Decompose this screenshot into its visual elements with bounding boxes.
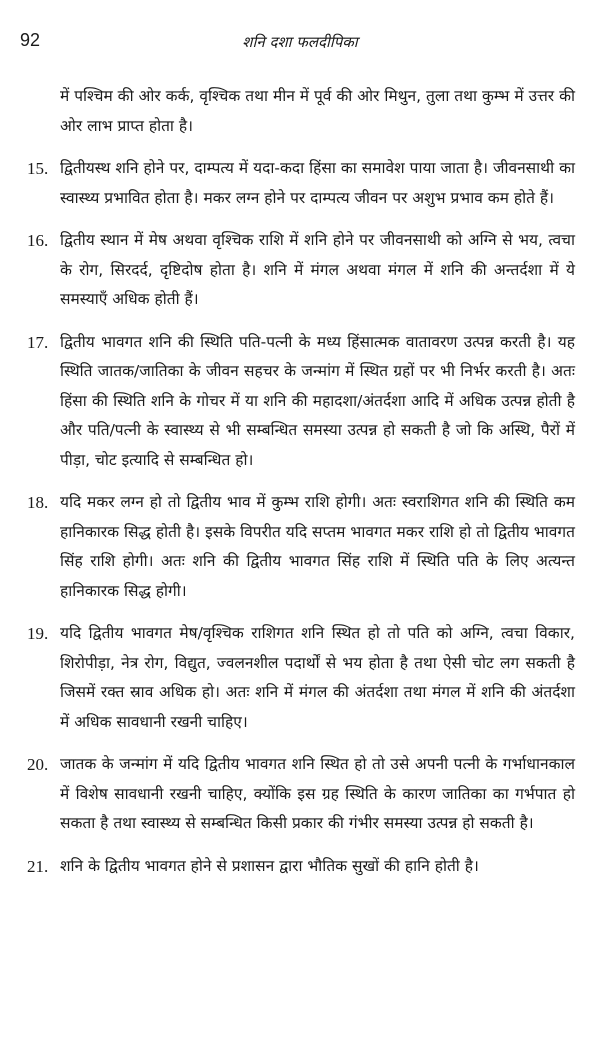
item-number: 21. xyxy=(27,856,49,876)
item-number: 18. xyxy=(27,493,49,512)
paragraph-text: में पश्चिम की ओर कर्क, वृश्चिक तथा मीन में पूर्व की ओर मिथुन, तुला तथा कुम्भ में उत्तर की ओर लाभ प्राप्त होता है। xyxy=(60,87,575,135)
item-number: 15. xyxy=(27,159,49,178)
paragraph-text: द्वितीय स्थान में मेष अथवा वृश्चिक राशि में शनि होने पर जीवनसाथी को अग्नि से भय, त्वचा के रोग, सिरदर्द, दृष्टिदोष होता है। शनि में मंगल अथवा मंगल में शनि की अन्तर्दशा में ये समस्याएँ अधिक होती हैं। xyxy=(60,231,575,308)
list-item-19 xyxy=(27,619,575,737)
page-body xyxy=(27,82,575,894)
page-number: 92 xyxy=(20,30,41,50)
list-item-16 xyxy=(27,226,575,315)
page-header xyxy=(20,30,580,60)
item-number: 20. xyxy=(27,755,49,774)
paragraph-text: यदि द्वितीय भावगत मेष/वृश्चिक राशिगत शनि स्थित हो तो पति को अग्नि, त्वचा विकार, शिरोपीड़ा, नेत्र रोग, विद्युत, ज्वलनशील पदार्थों से भय होता है तथा ऐसी चोट लग सकती है जिसमें रक्त स्राव अधिक हो। अतः शनि में मंगल की अंतर्दशा तथा मंगल में शनि की अंतर्दशा में अधिक सावधानी रखनी चाहिए। xyxy=(60,624,575,731)
item-number: 17. xyxy=(27,332,49,352)
item-number: 16. xyxy=(27,231,49,250)
paragraph-text: शनि के द्वितीय भावगत होने से प्रशासन द्वारा भौतिक सुखों की हानि होती है। xyxy=(60,856,479,875)
continuation-paragraph xyxy=(27,82,575,141)
list-item-18 xyxy=(27,488,575,606)
list-item-17 xyxy=(27,328,575,476)
item-number: 19. xyxy=(27,624,49,643)
list-item-15 xyxy=(27,154,575,213)
running-title: शनि दशा फलदीपिका xyxy=(242,33,358,51)
paragraph-text: यदि मकर लग्न हो तो द्वितीय भाव में कुम्भ राशि होगी। अतः स्वराशिगत शनि की स्थिति कम हानिकारक सिद्ध होती है। इसके विपरीत यदि सप्तम भावगत मकर राशि हो तो द्वितीय भावगत सिंह राशि होगी। अतः शनि की द्वितीय भावगत सिंह राशि में स्थिति पति के लिए अत्यन्त हानिकारक सिद्ध होगी। xyxy=(60,493,575,600)
paragraph-text: द्वितीयस्थ शनि होने पर, दाम्पत्य में यदा-कदा हिंसा का समावेश पाया जाता है। जीवनसाथी का स्वास्थ्य प्रभावित होता है। मकर लग्न होने पर दाम्पत्य जीवन पर अशुभ प्रभाव कम होते हैं। xyxy=(60,159,575,207)
list-item-21 xyxy=(27,852,575,882)
paragraph-text: जातक के जन्मांग में यदि द्वितीय भावगत शनि स्थित हो तो उसे अपनी पत्नी के गर्भाधानकाल में विशेष सावधानी रखनी चाहिए, क्योंकि इस ग्रह स्थिति के कारण जातिका का गर्भपात हो सकता है तथा स्वास्थ्य से सम्बन्धित किसी प्रकार की गंभीर समस्या उत्पन्न हो सकती है। xyxy=(60,755,575,832)
paragraph-text: द्वितीय भावगत शनि की स्थिति पति-पत्नी के मध्य हिंसात्मक वातावरण उत्पन्न करती है। यह स्थिति जातक/जातिका के जीवन सहचर के जन्मांग में स्थित ग्रहों पर भी निर्भर करती है। अतः हिंसा की स्थिति शनि के गोचर में या शनि की महादशा/अंतर्दशा आदि में अधिक उत्पन्न होती है और पति/पत्नी के स्वास्थ्य से भी सम्बन्धित समस्या उत्पन्न हो सकती है जो कि अस्थि, पैरों में पीड़ा, चोट इत्यादि से सम्बन्धित हो। xyxy=(60,332,575,469)
list-item-20 xyxy=(27,750,575,839)
